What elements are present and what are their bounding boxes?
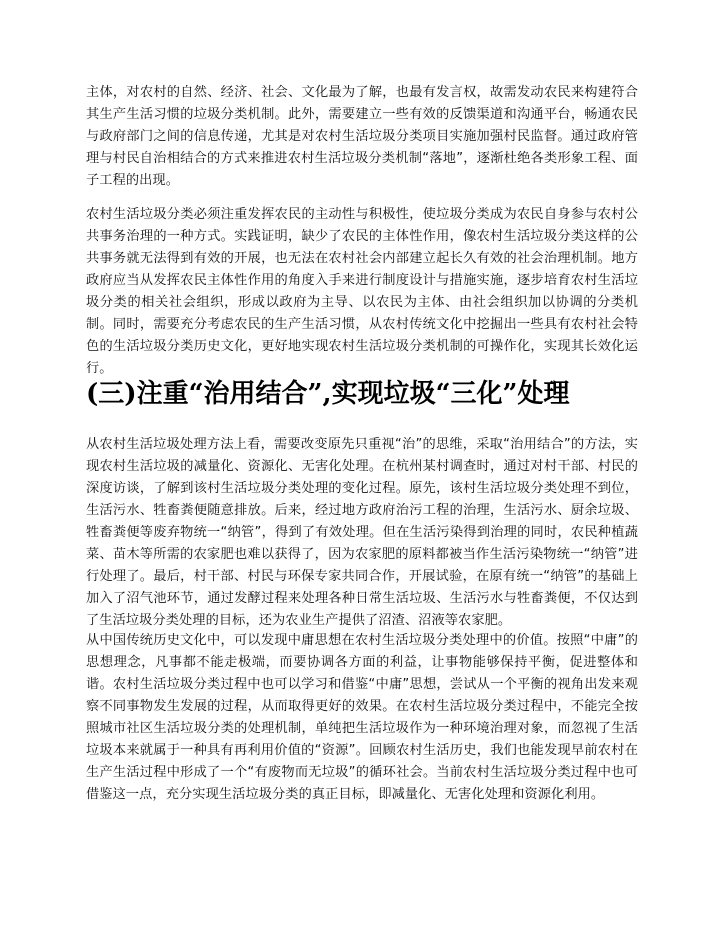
paragraph-treatment-method: 从农村生活垃圾处理方法上看，需要改变原先只重视“治”的思维，采取“治用结合”的方法，实现农村生活垃圾的减量化、资源化、无害化处理。在杭州某村调查时，通过对村干部、村民的深度访谈，了解到该村生活垃圾分类处理的变化过程。原先，该村生活垃圾分类处理不到位，生活污水、牲畜粪便随意排放。后来，经过地方政府治污工程的治理，生活污水、厨余垃圾、牲畜粪便等废弃物统一“纳管”，得到了有效处理。但在生活污染得到治理的同时，农民种植蔬菜、苗木等所需的农家肥也难以获得了，因为农家肥的原料都被当作生活污染物统一“纳管”进行处理了。最后，村干部、村民与环保专家共同合作，开展试验，在原有统一“纳管”的基础上加入了沼气池环节，通过发酵过程来处理各种日常生活垃圾、生活污水与牲畜粪便，不仅达到了生活垃圾分类处理的目标，还为农业生产提供了沼渣、沼液等农家肥。 [86,437,638,628]
section-heading: (三)注重“治用结合”,实现垃圾“三化”处理 [86,379,570,409]
paragraph-zhongyong-culture: 从中国传统历史文化中，可以发现中庸思想在农村生活垃圾分类处理中的价值。按照“中庸”的思想理念，凡事都不能走极端，而要协调各方面的利益，让事物能够保持平衡，促进整体和谐。农村生活垃圾分类过程中也可以学习和借鉴“中庸”思想，尝试从一个平衡的视角出发来观察不同事物发生发展的过程，从而取得更好的效果。在农村生活垃圾分类过程中，不能完全按照城市社区生活垃圾分类的处理机制，单纯把生活垃圾作为一种环境治理对象，而忽视了生活垃圾本来就属于一种具有再利用价值的“资源”。回顾农村生活历史，我们也能发现早前农村在生产生活过程中形成了一个“有废物而无垃圾”的循环社会。当前农村生活垃圾分类过程中也可借鉴这一点，充分实现生活垃圾分类的真正目标，即减量化、无害化处理和资源化利用。 [86,633,638,802]
paragraph-village-subject: 主体，对农村的自然、经济、社会、文化最为了解，也最有发言权，故需发动农民来构建符合其生产生活习惯的垃圾分类机制。此外，需要建立一些有效的反馈渠道和沟通平台，畅通农民与政府部门之间的信息传递，尤其是对农村生活垃圾分类项目实施加强村民监督。通过政府管理与村民自治相结合的方式来推进农村生活垃圾分类机制“落地”，逐渐杜绝各类形象工程、面子工程的出现。 [86,85,638,188]
paragraph-farmer-initiative: 农村生活垃圾分类必须注重发挥农民的主动性与积极性，使垃圾分类成为农民自身参与农村公共事务治理的一种方式。实践证明，缺少了农民的主体性作用，像农村生活垃圾分类这样的公共事务就无法得到有效的开展，也无法在农村社会内部建立起长久有效的社会治理机制。地方政府应当从发挥农民主体性作用的角度入手来进行制度设计与措施实施，逐步培育农村生活垃圾分类的相关社会组织，形成以政府为主导、以农民为主体、由社会组织加以协调的分类机制。同时，需要充分考虑农民的生产生活习惯，从农村传统文化中挖掘出一些具有农村社会特色的生活垃圾分类历史文化，更好地实现农村生活垃圾分类机制的可操作化，实现其长效化运行。 [86,207,638,376]
